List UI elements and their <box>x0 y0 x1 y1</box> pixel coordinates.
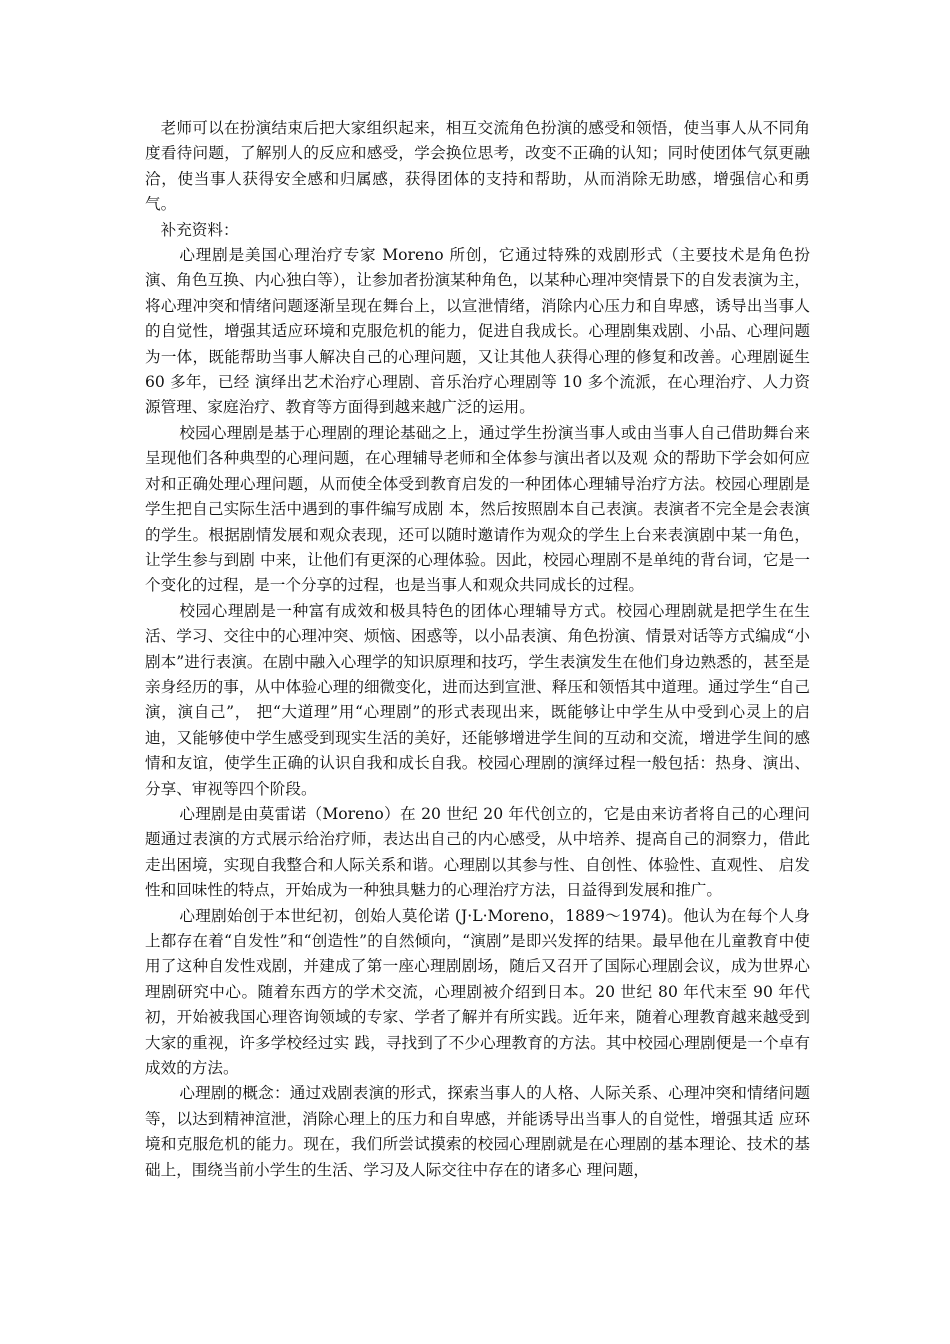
paragraph-psychodrama-concept: 心理剧的概念：通过戏剧表演的形式，探索当事人的人格、人际关系、心理冲突和情绪问题等，以达到精神渲泄，消除心理上的压力和自卑感，并能诱导出当事人的自觉性，增强其适 应环境和克服危机的能力。现在，我们所尝试摸索的校园心理剧就是在心理剧的基本理论、技术的基础上，围绕当前小学生的生活、学习及人际交往中存在的诸多心 理问题， <box>145 1084 810 1179</box>
paragraph-psychodrama-origin: 心理剧是由莫雷诺（Moreno）在 20 世纪 20 年代创立的，它是由来访者将自己的心理问题通过表演的方式展示给治疗师，表达出自己的内心感受，从中培养、提高自己的洞察力，借此走出困境，实现自我整合和人际关系和谐。心理剧以其参与性、自创性、体验性、直观性、 启发性和回味性的特点，开始成为一种独具魅力的心理治疗方法，日益得到发展和推广。 <box>145 804 810 900</box>
paragraph-psychodrama-moreno: 心理剧是美国心理治疗专家 Moreno 所创，它通过特殊的戏剧形式（主要技术是角色扮演、角色互换、内心独白等），让参加者扮演某种角色，以某种心理冲突情景下的自发表演为主，将心理冲突和情绪问题逐渐呈现在舞台上，以宣泄情绪，消除内心压力和自卑感，诱导出当事人的自觉性，增强其适应环境和克服危机的能力，促进自我成长。心理剧集戏剧、小品、心理问题为一体，既能帮助当事人解决自己的心理问题，又让其他人获得心理的修复和改善。心理剧诞生 60 多年，已经 演绎出艺术治疗心理剧、音乐治疗心理剧等 10 多个流派，在心理治疗、人力资源管理、家庭治疗、教育等方面得到越来越广泛的运用。 <box>145 246 810 417</box>
paragraph-campus-psychodrama-basis: 校园心理剧是基于心理剧的理论基础之上，通过学生扮演当事人或由当事人自己借助舞台来呈现他们各种典型的心理问题，在心理辅导老师和全体参与演出者以及观 众的帮助下学会如何应对和正确处理心理问题，从而使全体受到教育启发的一种团体心理辅导治疗方法。校园心理剧是学生把自己实际生活中遇到的事件编写成剧 本，然后按照剧本自己表演。表演者不完全是会表演的学生。根据剧情发展和观众表现，还可以随时邀请作为观众的学生上台来表演剧中某一角色，让学生参与到剧 中来，让他们有更深的心理体验。因此，校园心理剧不是单纯的背台词，它是一个变化的过程，是一个分享的过程，也是当事人和观众共同成长的过程。 <box>145 423 810 595</box>
paragraph-teacher-organize: 老师可以在扮演结束后把大家组织起来，相互交流角色扮演的感受和领悟，使当事人从不同角度看待问题，了解别人的反应和感受，学会换位思考，改变不正确的认知；同时使团体气氛更融洽，使当事人获得安全感和归属感，获得团体的支持和帮助，从而消除无助感，增强信心和勇气。 <box>145 119 810 214</box>
paragraph-campus-psychodrama-method: 校园心理剧是一种富有成效和极具特色的团体心理辅导方式。校园心理剧就是把学生在生活、学习、交往中的心理冲突、烦恼、困惑等，以小品表演、角色扮演、情景对话等方式编成“小剧本”进行表演。在剧中融入心理学的知识原理和技巧，学生表演发生在他们身边熟悉的，甚至是亲身经历的事，从中体验心理的细微变化，进而达到宣泄、释压和领悟其中道理。通过学生“自己演，演自己”， 把“大道理”用“心理剧”的形式表现出来，既能够让中学生从中受到心灵上的启迪，又能够使中学生感受到现实生活的美好，还能够增进学生间的互动和交流，增进学生间的感情和友谊，使学生正确的认识自我和成长自我。校园心理剧的演绎过程一般包括：热身、演出、分享、审视等四个阶段。 <box>145 601 810 798</box>
paragraph-psychodrama-history: 心理剧始创于本世纪初，创始人莫伦诺 (J·L·Moreno，1889～1974)。他认为在每个人身上都存在着“自发性”和“创造性”的自然倾向，“演剧”是即兴发挥的结果。最早他在儿童教育中使用了这种自发性戏剧，并建成了第一座心理剧剧场，随后又召开了国际心理剧会议，成为世界心理剧研究中心。随着东西方的学术交流，心理剧被介绍到日本。20 世纪 80 年代末至 90 年代初，开始被我国心理咨询领域的专家、学者了解并有所实践。近年来，随着心理教育越来越受到大家的重视，许多学校经过实 践，寻找到了不少心理教育的方法。其中校园心理剧便是一个卓有成效的方法。 <box>145 906 810 1078</box>
paragraph-supplement-heading: 补充资料： <box>160 220 239 239</box>
document-page <box>145 116 810 1183</box>
